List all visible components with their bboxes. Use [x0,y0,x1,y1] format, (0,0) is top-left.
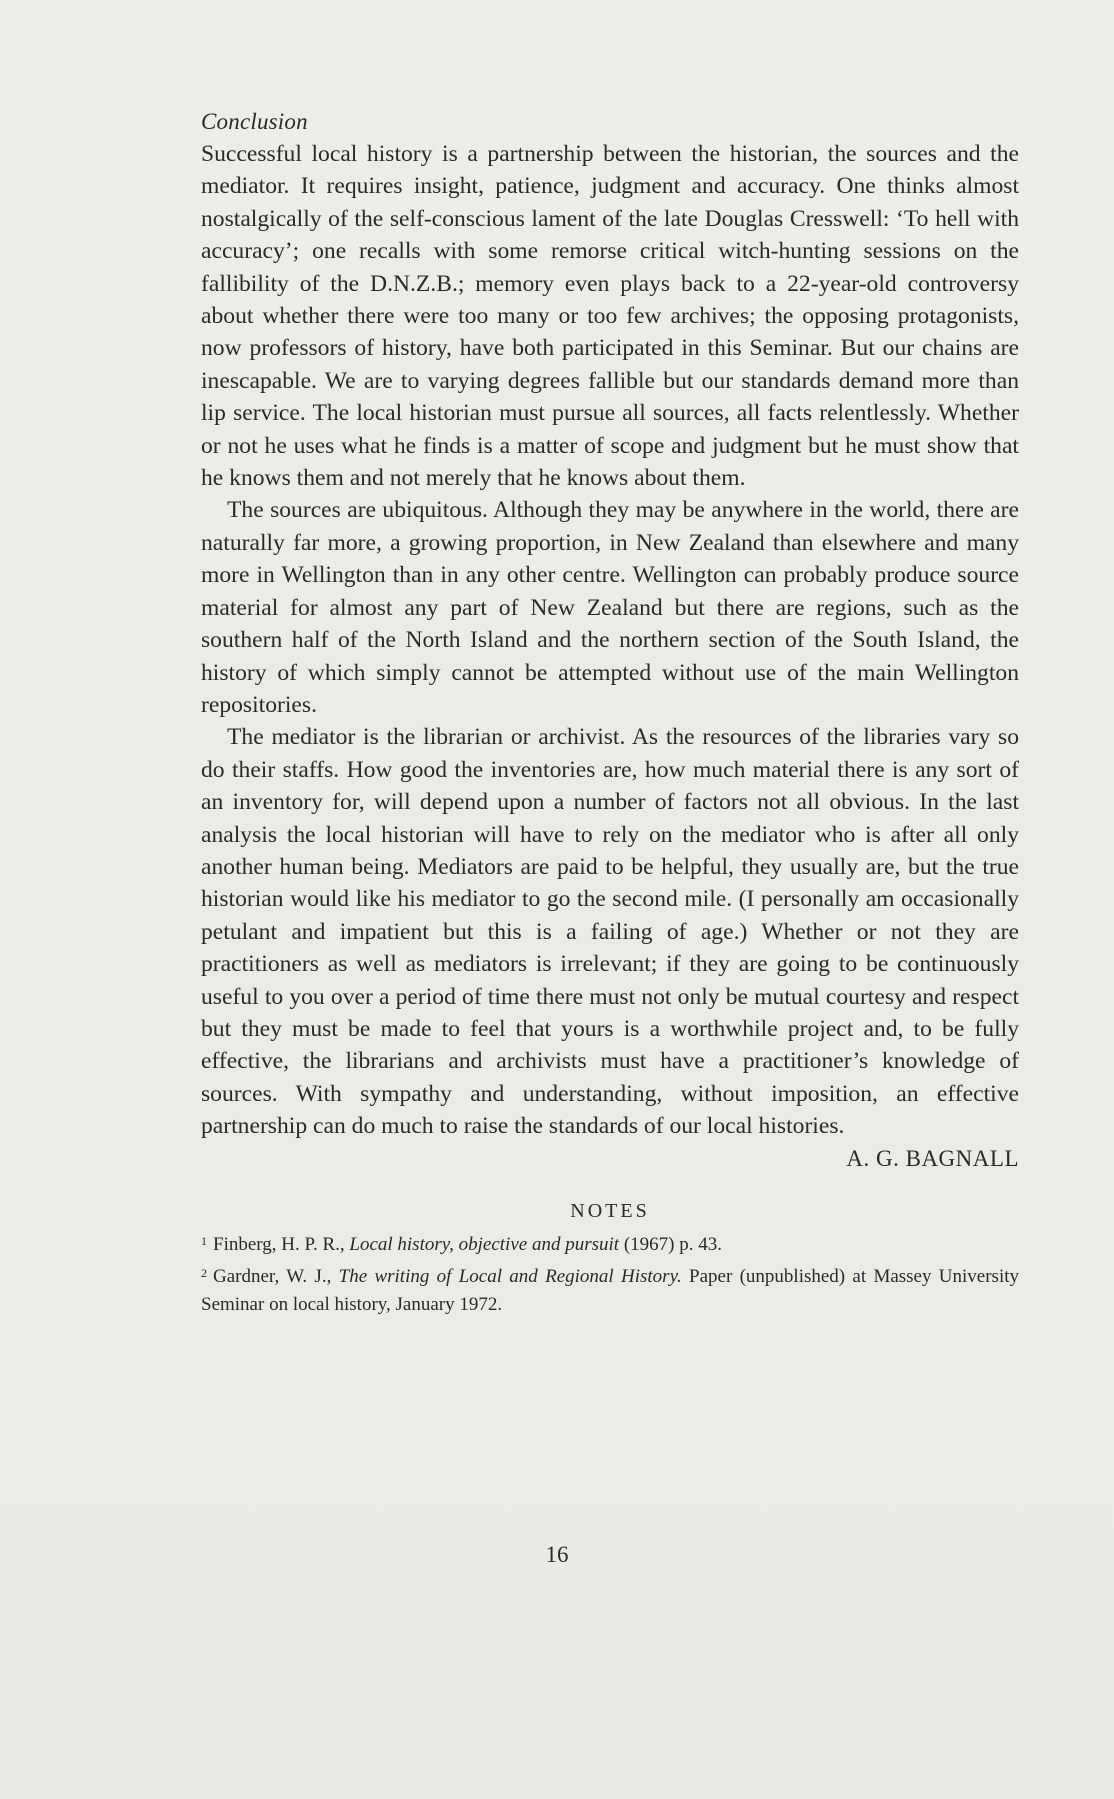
footnote-1 [201,1227,1019,1259]
footnote-2 [201,1259,1019,1319]
paragraph-sources: The sources are ubiquitous. Although they may be anywhere in the world, there are naturally far more, a growing proportion, in New Zealand than elsewhere and many more in Wellington than in any other centre. Wellington can probably produce source material for almost any part of New Zealand but there are regions, such as the southern half of the North Island and the northern section of the South Island, the history of which simply cannot be attempted without use of the main Wellington repositories. [201,497,1019,718]
footnote-number: 2 [201,1265,207,1280]
notes-heading: NOTES [570,1199,650,1222]
page-content [201,106,1019,1319]
paragraph-mediator: The mediator is the librarian or archivist. As the resources of the libraries vary so do their staffs. How good the inventories are, how much material there is any sort of an inventory for, will depend upon a number of factors not all obvious. In the last analysis the local historian will have to rely on the mediator who is after all only another human being. Mediators are paid to be helpful, they usually are, but the true historian would like his mediator to go the second mile. (I personally am occasionally petulant and impatient but this is a failing of age.) Whether or not they are practitioners as well as mediators is irrelevant; if they are going to be continuously useful to you over a period of time there must not only be mutual courtesy and respect but they must be made to feel that yours is a worthwhile project and, to be fully effective, the librarians and archivists must have a practitioner’s knowledge of sources. With sympathy and understanding, without imposition, an effective partnership can do much to raise the standards of our local histories. [201,724,1019,1140]
footnote-details: (1967) p. 43. [623,1233,722,1255]
author-signature: A. G. BAGNALL [846,1145,1019,1171]
paragraph-partnership: Successful local history is a partnership between the historian, the sources and the mediator. It requires insight, patience, judgment and accuracy. One thinks almost nostalgically of the self-conscious lament of the late Douglas Cresswell: ‘To hell with accuracy’; one recalls with some remorse critical witch-hunting sessions on the fallibility of the D.N.Z.B.; memory even plays back to a 22-year-old controversy about whether there were too many or too few archives; the opposing protagonists, now professors of history, have both participated in this Seminar. But our chains are inescapable. We are to varying degrees fallible but our standards demand more than lip service. The local historian must pursue all sources, all facts relentlessly. Whether or not he uses what he finds is a matter of scope and judgment but he must show that he knows them and not merely that he knows about them. [201,141,1019,492]
footnote-details: Paper (unpublished) at Massey University Seminar on local history, January 1972. [201,1265,1020,1315]
footnote-author: Gardner, W. J., [213,1265,332,1287]
footnote-title: Local history, objective and pursuit [349,1233,620,1255]
section-heading: Conclusion [201,109,308,134]
footnote-title: The writing of Local and Regional History. [338,1265,682,1287]
footnote-author: Finberg, H. P. R., [213,1233,345,1255]
footnote-number: 1 [201,1233,207,1248]
page-number: 16 [545,1542,569,1567]
